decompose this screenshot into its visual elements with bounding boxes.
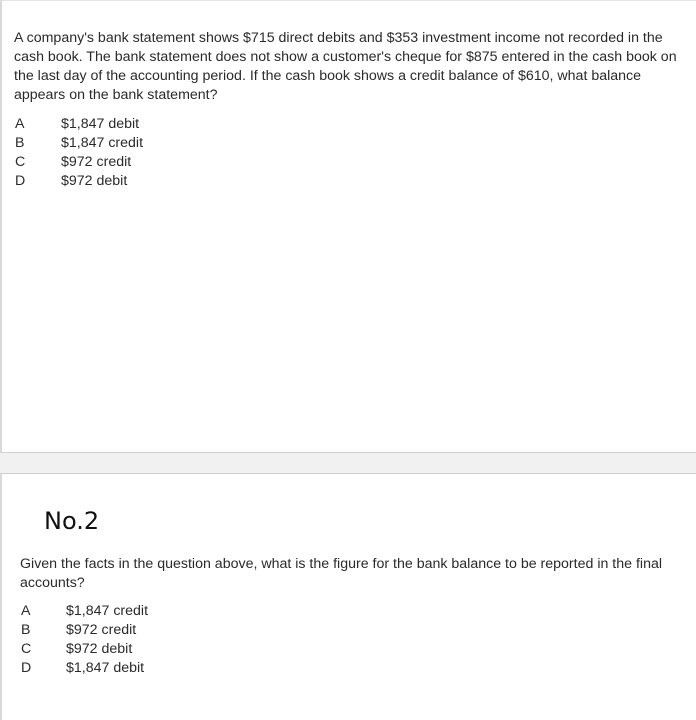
option-letter: C: [21, 641, 32, 657]
question-2-panel: [0, 473, 696, 720]
option-letter: A: [15, 116, 25, 132]
question-2-text: Given the facts in the question above, what is the figure for the bank balance to be reported in the final accounts?: [20, 556, 662, 591]
option-value: $972 debit: [66, 641, 133, 657]
option-value: $1,847 debit: [66, 660, 145, 676]
option-letter: B: [15, 135, 25, 151]
option-letter: A: [21, 603, 31, 619]
panel-separator: [0, 453, 696, 473]
question-1-text: A company's bank statement shows $715 direct debits and $353 investment income not recorded in the cash book. The bank statement does not show a customer's cheque for $875 entered in the cash book on the last day of the accounting period. If the cash book shows a credit balance of $610, what balance appears on the bank statement?: [14, 30, 677, 103]
option-letter: B: [21, 622, 31, 638]
option-letter: C: [15, 154, 26, 170]
option-letter: D: [21, 660, 32, 676]
option-value: $1,847 credit: [61, 135, 144, 151]
option-value: $972 debit: [61, 173, 128, 189]
option-value: $972 credit: [66, 622, 137, 638]
option-letter: D: [15, 173, 26, 189]
option-value: $972 credit: [61, 154, 132, 170]
option-value: $1,847 debit: [61, 116, 140, 132]
option-value: $1,847 credit: [66, 603, 149, 619]
question-2-heading: No.2: [44, 507, 100, 535]
